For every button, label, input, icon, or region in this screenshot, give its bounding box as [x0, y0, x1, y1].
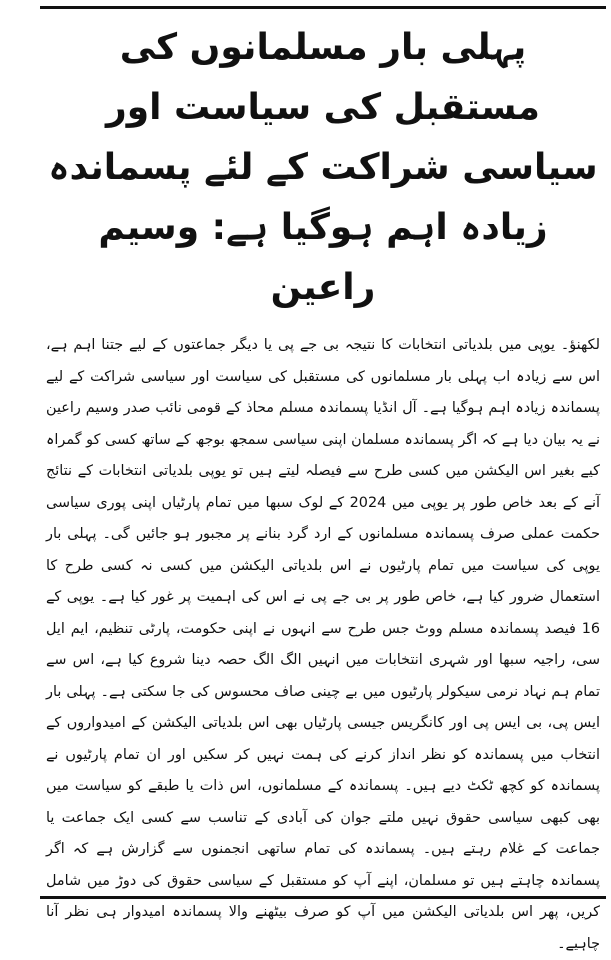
news-article	[40, 18, 606, 952]
bottom-rule	[40, 896, 606, 899]
article-headline: پہلی بار مسلمانوں کی مستقبل کی سیاست اور سیاسی شراکت کے لئے پسماندہ زیادہ اہم ہوگیا ہے: وسیم راعین	[48, 27, 598, 308]
top-rule	[40, 6, 606, 9]
article-body: لکھنؤ۔ یوپی میں بلدیاتی انتخابات کا نتیجہ بی جے پی یا دیگر جماعتوں کے لیے جتنا اہم ہے، اس سے زیادہ اب پہلی بار مسلمانوں کی مستقبل کی سیاست اور سیاسی شراکت کے لیے پسماندہ زیادہ اہم ہوگیا ہے۔ آل انڈیا پسماندہ مسلم محاذ کے قومی نائب صدر وسیم راعین نے یہ بیان دیا ہے کہ اگر پسماندہ مسلمان اپنی سیاسی سمجھ بوجھ کے ساتھ کسی کو گمراہ کیے بغیر اس الیکشن میں کسی طرح سے فیصلہ لیتے ہیں تو یوپی بلدیاتی انتخابات کے نتائج آنے کے بعد خاص طور پر یوپی میں 2024 کے لوک سبھا میں تمام پارٹیاں اپنی پوری سیاسی حکمت عملی صرف پسماندہ مسلمانوں کے ارد گرد بنانے پر مجبور ہو جائیں گی۔ پہلی بار یوپی کی سیاست میں تمام پارٹیوں نے اس بلدیاتی الیکشن میں کسی نہ کسی طرح کا استعمال ضرور کیا ہے، خاص طور پر بی جے پی نے اس کی اہمیت پر غور کیا ہے۔ یوپی کے 16 فیصد پسماندہ مسلم ووٹ جس طرح سے انہوں نے اپنی حکومت، پارٹی تنظیم، ایم ایل سی، راجیہ سبھا اور شہری انتخابات میں انہیں الگ الگ حصہ دینا شروع کیا ہے، اس سے تمام ہم نہاد نرمی سیکولر پارٹیوں میں بے چینی صاف محسوس کی جا سکتی ہے۔ پہلی بار ایس پی، بی ایس پی اور کانگریس جیسی پارٹیاں بھی اس بلدیاتی الیکشن کے امیدواروں کے انتخاب میں پسماندہ کو نظر انداز کرنے کی ہمت نہیں کر سکیں اور ان تمام پارٹیوں نے پسماندہ کو کچھ ٹکٹ دیے ہیں۔ پسماندہ کے مسلمانوں، اس ذات یا طبقے کو سیاست میں بھی کبھی سیاسی حقوق نہیں ملتے جوان کی آبادی کے تناسب سے کسی ایک جماعت یا جماعت کے غلام رہتے ہیں۔ پسماندہ کی تمام ساتھی انجمنوں سے گزارش ہے کہ اگر پسماندہ چاہتے ہیں تو مسلمان، اپنے آپ کو مستقبل کے سیاسی حقوق کی دوڑ میں شامل کریں، پھر اس بلدیاتی الیکشن میں آپ کو صرف بیٹھنے والا پسماندہ امیدوار ہی نظر آنا چاہیے۔	[46, 337, 600, 952]
